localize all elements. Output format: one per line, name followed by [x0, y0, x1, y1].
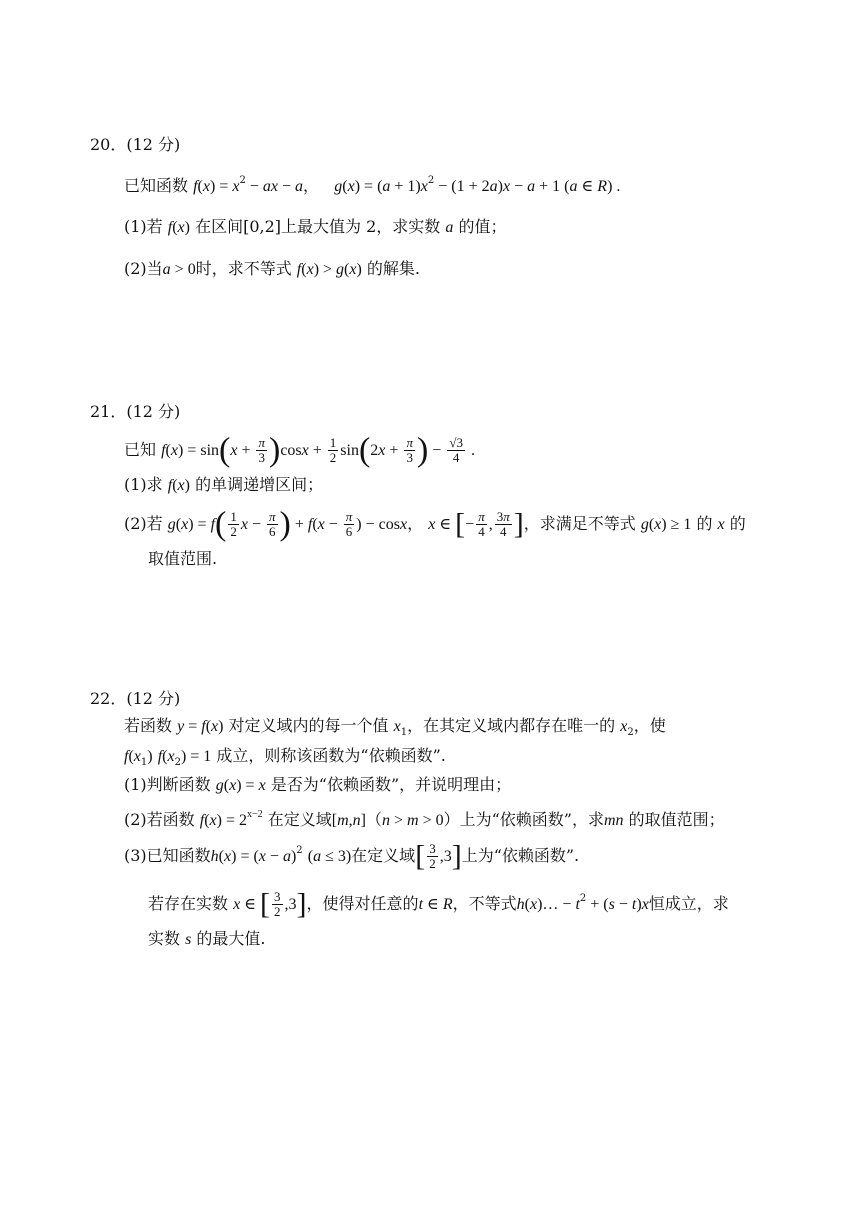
q22-part1: (1)判断函数 g(x) = x 是否为“依赖函数”，并说明理由；	[124, 775, 512, 794]
math-f-def: f	[193, 178, 198, 195]
q20-given-functions: 已知函数 $f(x) = x^2$ − ax − a， $g(x) = (a + 1)x^2 - (1 + 2a)x - a + 1$ (a ∈ R) .	[124, 175, 621, 195]
q21-part1: (1)求 f(x) 的单调递增区间；	[124, 475, 324, 494]
q22-header: 22．(12 分)	[90, 689, 181, 708]
q22-part2: (2)若函数 $f(x) = 2^{x-2}$ 在定义域[m,n]（n > m > 0）上为“依赖函数”，求mn 的取值范围；	[124, 809, 725, 829]
q22-definition-line2: $f(x_1) f(x_2) = 1$ 成立，则称该函数为“依赖函数”.	[124, 746, 446, 768]
q21-given-function: 已知 f(x) = sin(x + $\frac{\pi}{3}$ )cosx + $\frac{1}{2}$ sin(2x + $\frac{\pi}{3}$ ) − $\frac{√3}{4}$ .	[124, 431, 475, 469]
q21-part2-cont: 取值范围.	[148, 549, 218, 568]
q21-header: 21．(12 分)	[90, 402, 181, 421]
q22-part3-condition: 若存在实数 x ∈ [ $\frac{3}{2}$ ,3]，使得对任意的t ∈ R，不等式h(x)… − $t^2 + (s - t)x$恒成立，求	[148, 887, 729, 921]
q21-part2: (2)若 g(x) = f( $\frac{1}{2}$ x − $\frac{\pi}{6}$ ) + f(x − $\frac{\pi}{6}$ ) − cosx， x ∈ [− $\frac{\pi}{4}$ , $\frac{3\pi}{4}$ ]，求满足不等式 g(x) ≥ 1 的 x 的	[124, 505, 746, 543]
q20-header: 20．(12 分)	[90, 135, 181, 154]
q22-part3-question: 实数 s 的最大值.	[148, 929, 266, 948]
q20-part1: (1)若 f(x) 在区间[0,2]上最大值为 2，求实数 a 的值；	[124, 217, 507, 236]
q22-definition-line1: 若函数 y = f(x) 对定义域内的每一个值 $x_1$，在其定义域内都存在唯一的 $x_2$，使	[124, 716, 666, 738]
q22-part3: (3)已知函数$h(x) = (x - a)^2$ (a ≤ 3)在定义域[ $\frac{3}{2}$ ,3]上为“依赖函数”.	[124, 839, 580, 873]
q20-part2: (2)当a > 0时，求不等式 f(x) > g(x) 的解集.	[124, 259, 420, 278]
